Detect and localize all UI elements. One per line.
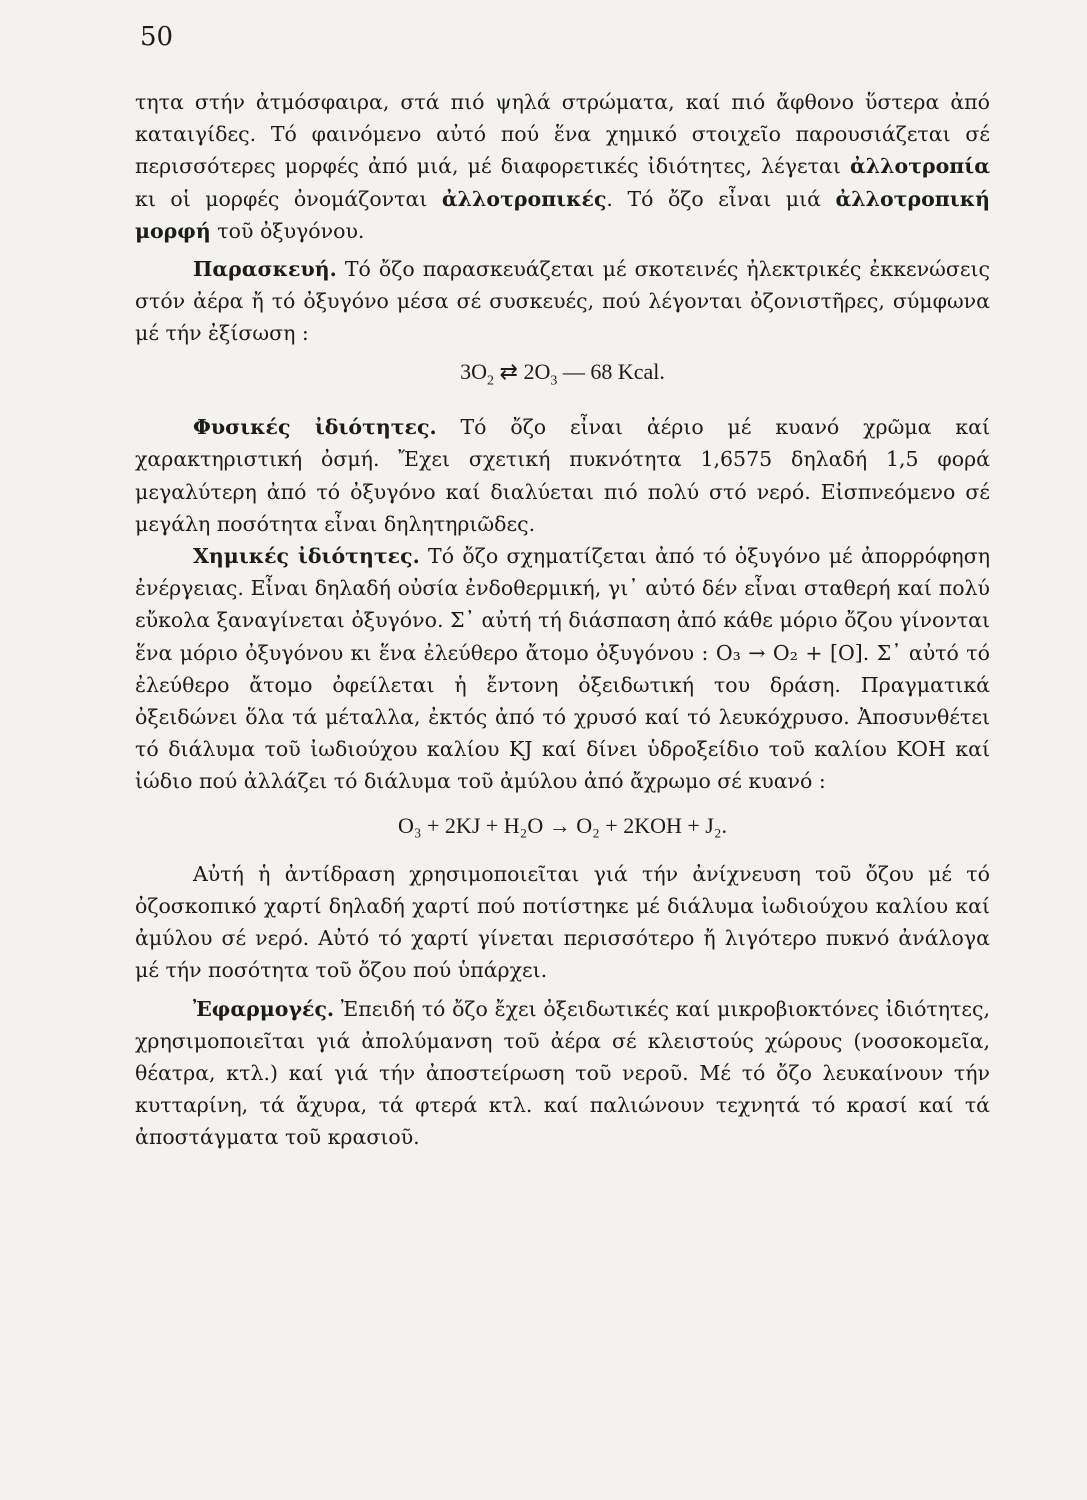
intro-text: τητα στήν ἀτμόσφαιρα, στά πιό ψηλά στρώματα, καί πιό ἄφθονο ὕστερα ἀπό καταιγίδες. Τό φαινόμενο αὐτό πού ἕνα χημικό στοιχεῖο παρουσιάζεται σέ περισσότερες μορφές ἀπό μιά, μέ διαφορετικές ἰδιότητες, λέγεται	[135, 90, 990, 179]
decomposition-reaction: O₃ → O₂ + [O].	[715, 640, 870, 665]
detection-paragraph: Αὐτή ἡ ἀντίδραση χρησιμοποιεῖται γιά τήν ἀνίχνευση τοῦ ὄζου μέ τό ὀζοσκοπικό χαρτί δηλαδή χαρτί πού ποτίστηκε μέ διάλυμα ἰωδιούχου καλίου καί ἀμύλου σέ νερό. Αὐτό τό χαρτί γίνεται περισσότερο ἤ λιγότερο πυκνό ἀνάλογα μέ τήν ποσότητα τοῦ ὄζου πού ὑπάρχει.	[135, 861, 990, 983]
preparation-paragraph	[135, 253, 990, 350]
intro-mid2: . Τό ὄζο εἶναι μιά	[606, 186, 821, 211]
intro-paragraph	[135, 86, 990, 247]
preparation-heading: Παρασκευή.	[193, 257, 337, 282]
physical-paragraph	[135, 411, 990, 540]
term-allotropic-form: ἀλλοτροπική μορφή	[135, 186, 990, 243]
equilibrium-arrow-icon: ⇄	[499, 358, 518, 384]
iodide-reaction-equation: O₃ + 2KJ + H₂O → O₂ + 2KOH + J₂.	[397, 812, 728, 838]
physical-text: Τό ὄζο εἶναι ἀέριο μέ κυανό χρῶμα καί χαρακτηριστική ὀσμή. Ἔχει σχετική πυκνότητα 1,6575 δηλαδή 1,5 φορά μεγαλύτερη ἀπό τό ὀξυγόνο καί διαλύεται πιό πολύ στό νερό. Εἰσπνεόμενο σέ μεγάλη ποσότητα εἶναι δηλητηριῶδες.	[135, 415, 990, 536]
chemical-paragraph	[135, 540, 990, 798]
applications-paragraph	[135, 993, 990, 1154]
intro-mid: κι οἱ μορφές ὀνομάζονται	[135, 186, 428, 211]
page-number: 50	[140, 22, 174, 52]
applications-heading: Ἐφαρμογές.	[193, 996, 335, 1021]
chemical-heading: Χημικές ἰδιότητες.	[193, 544, 420, 569]
page-body	[135, 86, 990, 1154]
chemical-text-1: Τό ὄζο σχηματίζεται ἀπό τό ὀξυγόνο μέ ἀπορρόφηση ἐνέργειας. Εἶναι δηλαδή οὐσία ἐνδοθερμική, γι᾽ αὐτό δέν εἶναι σταθερή καί πολύ εὔκολα ξαναγίνεται ὀξυγόνο. Σ᾽ αὐτή τή διάσπαση ἀπό κάθε μόριο ὄζου γίνονται ἕνα μόριο ὀξυγόνου κι ἕνα ἐλεύθερο ἄτομο ὀξυγόνου :	[135, 544, 990, 665]
applications-text: Ἐπειδή τό ὄζο ἔχει ὀξειδωτικές καί μικροβιοκτόνες ἰδιότητες, χρησιμοποιεῖται γιά ἀπολύμανση τοῦ ἀέρα σέ κλειστούς χώρους (νοσοκομεῖα, θέατρα, κτλ.) καί γιά τήν ἀποστείρωση τοῦ νεροῦ. Μέ τό ὄζο λευκαίνουν τήν κυτταρίνη, τά ἄχυρα, τά φτερά κτλ. καί παλιώνουν τεχνητά τό κρασί καί τά ἀποστάγματα τοῦ κρασιοῦ.	[135, 996, 990, 1150]
physical-heading: Φυσικές ἰδιότητες.	[193, 415, 437, 440]
term-allotropic: ἀλλοτροπικές	[441, 186, 607, 211]
preparation-text: Τό ὄζο παρασκευάζεται μέ σκοτεινές ἠλεκτρικές ἐκκενώσεις στόν ἀέρα ἤ τό ὀξυγόνο μέσα σέ συσκευές, πού λέγονται ὀζονιστῆρες, σύμφωνα μέ τήν ἐξίσωση :	[135, 257, 990, 346]
chemical-text-2: Σ᾽ αὐτό τό ἐλεύθερο ἄτομο ὀφείλεται ἡ ἔντονη ὀξειδωτική του δράση. Πραγματικά ὀξειδώνει ὅλα τά μέταλλα, ἐκτός ἀπό τό χρυσό καί τό λευκόχρυσο. Ἀποσυνθέτει τό διάλυμα τοῦ ἰωδιούχου καλίου KJ καί δίνει ὑδροξείδιο τοῦ καλίου KOH καί ἰώδιο πού ἀλλάζει τό διάλυμα τοῦ ἀμύλου ἀπό ἄχρωμο σέ κυανό :	[135, 640, 990, 794]
ozone-formation-equation: $3O_2$ ⇄ $2O_3$ — 68 Kcal.	[460, 358, 665, 389]
intro-end: τοῦ ὀξυγόνου.	[217, 218, 365, 243]
term-allotropy: ἀλλοτροπία	[850, 154, 990, 179]
